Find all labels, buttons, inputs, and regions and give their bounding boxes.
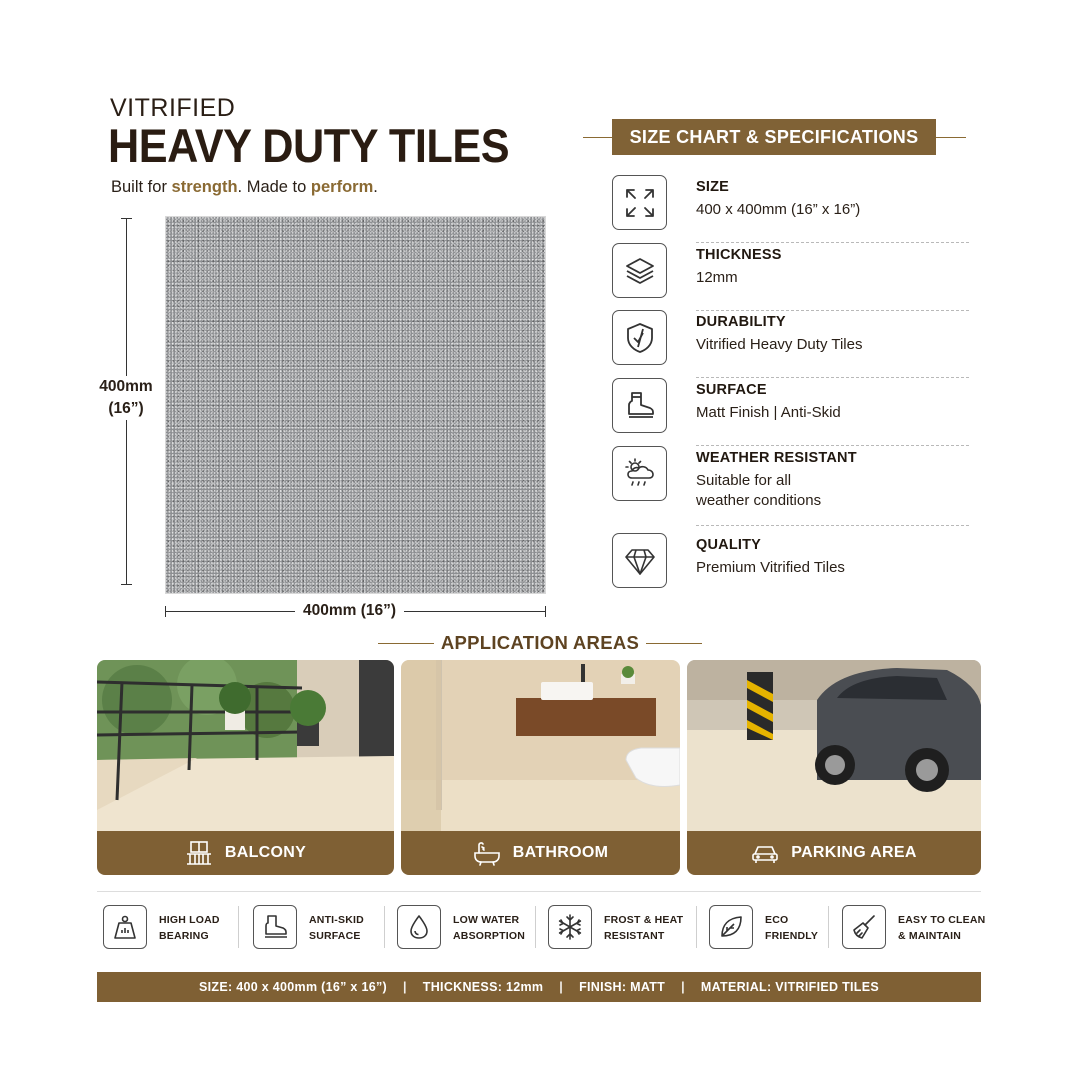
spec-row-weather-resistant <box>612 446 969 526</box>
application-label: BALCONY <box>224 844 307 861</box>
tagline-highlight-strength: strength <box>171 178 238 196</box>
application-label-bar <box>97 831 394 875</box>
spec-row-durability <box>612 310 969 378</box>
feature-anti-skid-surface <box>253 905 383 951</box>
car-icon <box>751 840 779 866</box>
feature-divider <box>696 906 697 948</box>
application-areas-title: APPLICATION AREAS <box>440 632 640 653</box>
application-card-balcony <box>97 660 394 875</box>
height-label-in: (16”) <box>108 400 144 417</box>
leaf-icon <box>709 905 753 949</box>
features-divider <box>97 891 981 892</box>
feature-eco-friendly <box>709 905 819 951</box>
feature-line-1: ECO <box>765 914 789 926</box>
feature-divider <box>384 906 385 948</box>
eyebrow-label: VITRIFIED <box>110 94 236 122</box>
diamond-icon <box>612 533 667 588</box>
feature-line-1: HIGH LOAD <box>159 914 220 926</box>
spec-title: DURABILITY <box>696 314 786 330</box>
spec-title: QUALITY <box>696 537 762 553</box>
height-label-mm: 400mm <box>99 378 153 395</box>
feature-line-2: SURFACE <box>309 930 361 942</box>
feature-easy-to-clean <box>842 905 986 951</box>
tagline-pre: Built for <box>111 178 172 196</box>
footer-separator: | <box>559 980 564 994</box>
footer-thickness: THICKNESS: 12mm <box>422 980 544 994</box>
feature-frost-heat-resistant <box>548 905 698 951</box>
feature-line-2: BEARING <box>159 930 209 942</box>
application-card-bathroom <box>401 660 680 875</box>
tagline-post: . <box>373 178 378 196</box>
shield-icon <box>612 310 667 365</box>
feature-line-2: FRIENDLY <box>765 930 819 942</box>
spec-row-surface <box>612 378 969 446</box>
spec-banner-rule-left <box>583 137 613 138</box>
footer-finish: FINISH: MATT <box>579 980 666 994</box>
spec-value-line-1: Suitable for all <box>696 472 792 489</box>
weather-icon <box>612 446 667 501</box>
spec-banner: SIZE CHART & SPECIFICATIONS <box>612 119 936 155</box>
spec-title: SURFACE <box>696 382 767 398</box>
expand-arrows-icon <box>612 175 667 230</box>
boot-icon <box>253 905 297 949</box>
broom-icon <box>842 905 886 949</box>
feature-line-1: ANTI-SKID <box>309 914 364 926</box>
feature-divider <box>828 906 829 948</box>
tagline <box>111 178 378 197</box>
snowflake-icon <box>548 905 592 949</box>
width-dimension-cap-right <box>545 606 546 617</box>
spec-row-quality <box>612 533 969 601</box>
feature-line-1: EASY TO CLEAN <box>898 914 986 926</box>
feature-divider <box>238 906 239 948</box>
boot-icon <box>612 378 667 433</box>
application-label-bar <box>401 831 680 875</box>
balcony-photo <box>97 660 394 831</box>
tile-sample-image <box>165 216 546 594</box>
spec-row-thickness <box>612 243 969 311</box>
tagline-highlight-perform: perform <box>310 178 374 196</box>
footer-size: SIZE: 400 x 400mm (16” x 16”) <box>199 980 387 994</box>
footer-separator: | <box>681 980 685 994</box>
bathroom-photo <box>401 660 680 831</box>
spec-value-line-2: weather conditions <box>696 492 822 509</box>
spec-divider <box>696 525 969 526</box>
feature-low-water-absorption <box>397 905 537 951</box>
page-title: HEAVY DUTY TILES <box>108 119 510 172</box>
weight-icon <box>103 905 147 949</box>
spec-value: 12mm <box>696 269 738 286</box>
tagline-mid: . Made to <box>237 178 311 196</box>
footer-material: MATERIAL: VITRIFIED TILES <box>700 980 879 994</box>
spec-title: THICKNESS <box>696 247 782 263</box>
spec-value: 400 x 400mm (16” x 16”) <box>696 201 861 218</box>
application-label: PARKING AREA <box>791 844 917 861</box>
spec-banner-rule-right <box>936 137 966 138</box>
width-dimension-cap-left <box>165 606 166 617</box>
feature-divider <box>535 906 536 948</box>
balcony-icon <box>185 840 213 866</box>
footer-spec-bar <box>97 972 981 1002</box>
spec-value: Matt Finish | Anti-Skid <box>696 404 841 421</box>
spec-title: SIZE <box>696 179 730 195</box>
feature-line-2: ABSORPTION <box>453 930 526 942</box>
parking-photo <box>687 660 981 831</box>
footer-separator: | <box>402 980 407 994</box>
application-label-bar <box>687 831 981 875</box>
spec-title: WEATHER RESISTANT <box>696 450 857 466</box>
spec-value: Premium Vitrified Tiles <box>696 559 845 576</box>
feature-line-2: RESISTANT <box>604 930 665 942</box>
feature-line-1: FROST & HEAT <box>604 914 684 926</box>
layers-icon <box>612 243 667 298</box>
spec-value <box>696 471 966 511</box>
height-dimension-label <box>93 376 159 420</box>
bathtub-icon <box>473 840 501 866</box>
width-dimension-label: 400mm (16”) <box>295 602 404 620</box>
spec-value: Vitrified Heavy Duty Tiles <box>696 336 863 353</box>
height-dimension-cap-top <box>121 218 132 219</box>
feature-line-1: LOW WATER <box>453 914 520 926</box>
height-dimension-cap-bottom <box>121 584 132 585</box>
water-drop-icon <box>397 905 441 949</box>
application-label: BATHROOM <box>512 844 609 861</box>
feature-high-load-bearing <box>103 905 233 951</box>
feature-line-2: & MAINTAIN <box>898 930 962 942</box>
spec-row-size <box>612 175 969 243</box>
application-card-parking <box>687 660 981 875</box>
